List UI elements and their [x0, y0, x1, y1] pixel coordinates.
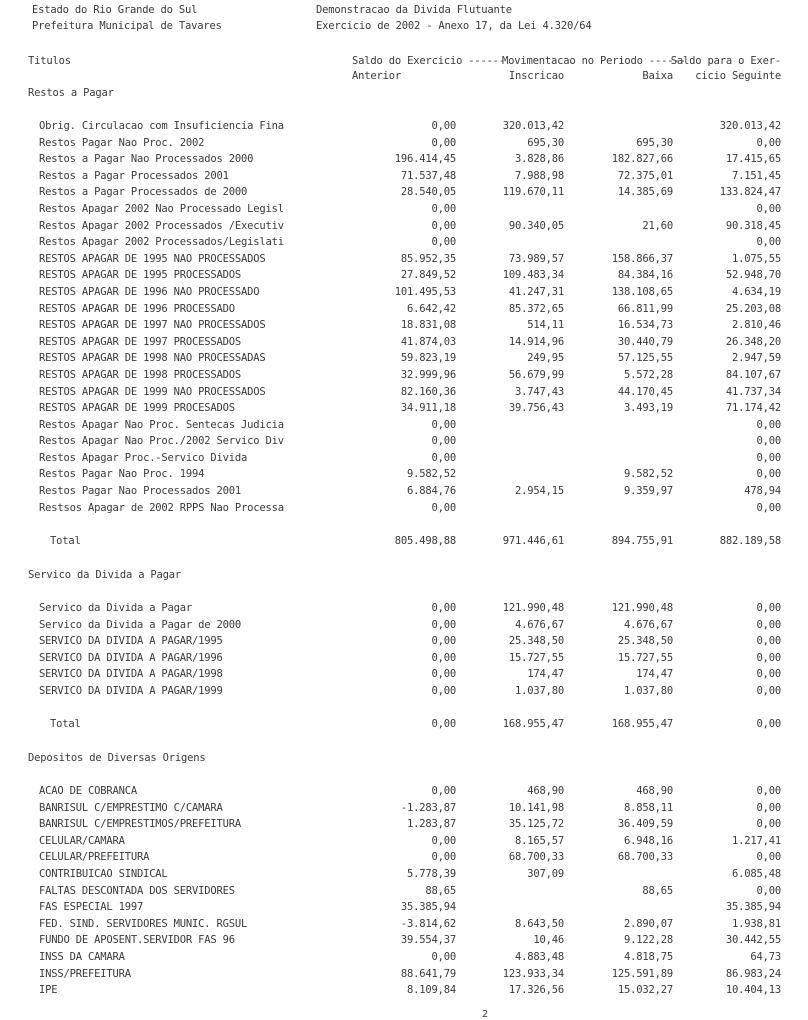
table-row	[0, 218, 808, 235]
table-row	[0, 866, 808, 883]
saldo-anterior-value: 32.999,96	[400, 368, 456, 381]
inscricao-value: 35.125,72	[508, 818, 564, 831]
row-description: IPE	[39, 984, 58, 997]
saldo-anterior-value: 0,00	[431, 785, 456, 797]
inscricao-value: 307,09	[527, 867, 564, 880]
col-titulos: Titulos	[28, 55, 71, 67]
inscricao-value: 4.883,48	[515, 950, 564, 963]
row-description: RESTOS APAGAR DE 1999 NAO PROCESSADOS	[39, 385, 266, 398]
table-row	[0, 184, 808, 201]
baixa-value: 2.890,07	[624, 917, 673, 930]
col-saldo-seguinte-line2: cicio Seguinte	[695, 70, 781, 82]
saldo-seguinte-value: 26.348,20	[725, 335, 781, 348]
table-row	[0, 617, 808, 634]
saldo-anterior-value: 34.911,18	[400, 402, 456, 415]
saldo-seguinte-value: 84.107,67	[725, 368, 781, 381]
saldo-anterior-value: 101.495,53	[394, 285, 456, 298]
table-row	[0, 833, 808, 850]
row-description: RESTOS APAGAR DE 1997 NAO PROCESSADOS	[39, 319, 266, 332]
row-description: Restos Pagar Nao Proc. 2002	[39, 136, 205, 149]
table-row	[0, 483, 808, 500]
saldo-seguinte-value: 0,00	[756, 684, 781, 697]
table-row	[0, 151, 808, 168]
saldo-anterior-value: 88.641,79	[400, 967, 456, 980]
inscricao-value: 25.348,50	[508, 635, 564, 648]
row-description: ACAO DE COBRANCA	[39, 785, 137, 797]
table-row	[0, 284, 808, 301]
saldo-anterior-value: 6.642,42	[407, 302, 456, 315]
saldo-anterior-value: 0,00	[431, 136, 456, 149]
saldo-anterior-value: 0,00	[431, 950, 456, 963]
row-description: RESTOS APAGAR DE 1998 PROCESSADOS	[39, 368, 242, 381]
col-saldo-seguinte-line1: Saldo para o Exer-	[670, 55, 781, 67]
saldo-seguinte-value: 882.189,58	[719, 534, 781, 547]
saldo-seguinte-value: 86.983,24	[725, 967, 781, 980]
saldo-seguinte-value: 30.442,55	[725, 934, 781, 947]
inscricao-value: 121.990,48	[502, 602, 564, 614]
table-row	[0, 849, 808, 866]
row-description: BANRISUL C/EMPRESTIMO C/CAMARA	[39, 801, 223, 814]
saldo-anterior-value: 71.537,48	[400, 169, 456, 182]
table-row	[0, 417, 808, 434]
saldo-seguinte-value: 0,00	[756, 618, 781, 631]
saldo-anterior-value: 8.109,84	[407, 984, 456, 997]
table-row	[0, 816, 808, 833]
row-description: Restos a Pagar Processados de 2000	[39, 186, 248, 199]
saldo-anterior-value: 35.385,94	[400, 901, 456, 914]
saldo-anterior-value: 0,00	[431, 651, 456, 664]
row-description: Restos Pagar Nao Proc. 1994	[39, 468, 205, 481]
col-saldo-anterior-line2: Anterior	[352, 70, 401, 82]
table-row	[0, 650, 808, 667]
inscricao-value: 3.747,43	[515, 385, 564, 398]
inscricao-value: 1.037,80	[515, 684, 564, 697]
row-description: RESTOS APAGAR DE 1995 PROCESSADOS	[39, 269, 242, 282]
saldo-anterior-value: 41.874,03	[400, 335, 456, 348]
total-row	[0, 716, 808, 733]
table-row	[0, 899, 808, 916]
baixa-value: 36.409,59	[617, 818, 673, 831]
saldo-seguinte-value: 0,00	[756, 501, 781, 514]
inscricao-value: 468,90	[527, 785, 564, 797]
saldo-anterior-value: 0,00	[431, 635, 456, 648]
inscricao-value: 320.013,42	[502, 120, 564, 132]
baixa-value: 6.948,16	[624, 834, 673, 847]
row-description: CELULAR/PREFEITURA	[39, 851, 150, 864]
saldo-anterior-value: 0,00	[431, 668, 456, 681]
saldo-anterior-value: 0,00	[431, 202, 456, 215]
table-row	[0, 916, 808, 933]
saldo-anterior-value: -3.814,62	[400, 917, 456, 930]
saldo-seguinte-value: 64,73	[750, 950, 781, 963]
saldo-anterior-value: 9.582,52	[407, 468, 456, 481]
row-description: Restos Apagar Nao Proc. Sentecas Judicia	[39, 418, 284, 431]
saldo-seguinte-value: 133.824,47	[719, 186, 781, 199]
saldo-anterior-value: 0,00	[431, 834, 456, 847]
saldo-seguinte-value: 90.318,45	[725, 219, 781, 232]
saldo-anterior-value: 5.778,39	[407, 867, 456, 880]
inscricao-value: 695,30	[527, 136, 564, 149]
table-row	[0, 251, 808, 268]
inscricao-value: 8.643,50	[515, 917, 564, 930]
inscricao-value: 85.372,65	[508, 302, 564, 315]
row-description: RESTOS APAGAR DE 1995 NAO PROCESSADOS	[39, 252, 266, 265]
baixa-value: 44.170,45	[617, 385, 673, 398]
saldo-seguinte-value: 0,00	[756, 818, 781, 831]
inscricao-value: 56.679,99	[508, 368, 564, 381]
inscricao-value: 68.700,33	[508, 851, 564, 864]
saldo-anterior-value: 0,00	[431, 451, 456, 464]
section-title-servico-divida: Servico da Divida a Pagar	[28, 569, 182, 581]
total-label: Total	[50, 534, 81, 547]
table-row	[0, 350, 808, 367]
baixa-value: 88,65	[642, 884, 673, 897]
servico-divida-rows	[0, 600, 808, 733]
saldo-seguinte-value: 0,00	[756, 236, 781, 249]
col-movimentacao-line1: Movimentacao no Periodo ------	[502, 55, 686, 67]
saldo-anterior-value: 0,00	[431, 435, 456, 448]
baixa-value: 4.676,67	[624, 618, 673, 631]
saldo-anterior-value: 27.849,52	[400, 269, 456, 282]
baixa-value: 57.125,55	[617, 352, 673, 365]
table-row	[0, 633, 808, 650]
col-inscricao: Inscricao	[508, 70, 564, 82]
saldo-seguinte-value: 6.085,48	[732, 867, 781, 880]
restos-a-pagar-rows	[0, 118, 808, 549]
saldo-seguinte-value: 0,00	[756, 801, 781, 814]
saldo-seguinte-value: 35.385,94	[725, 901, 781, 914]
saldo-seguinte-value: 17.415,65	[725, 153, 781, 166]
row-description: CONTRIBUICAO SINDICAL	[39, 867, 168, 880]
row-description: Restos a Pagar Processados 2001	[39, 169, 229, 182]
baixa-value: 3.493,19	[624, 402, 673, 415]
saldo-anterior-value: 0,00	[431, 501, 456, 514]
saldo-seguinte-value: 52.948,70	[725, 269, 781, 282]
baixa-value: 9.582,52	[624, 468, 673, 481]
saldo-anterior-value: 0,00	[431, 236, 456, 249]
saldo-anterior-value: 196.414,45	[394, 153, 456, 166]
saldo-anterior-value: 805.498,88	[394, 534, 456, 547]
inscricao-value: 17.326,56	[508, 984, 564, 997]
table-row	[0, 317, 808, 334]
baixa-value: 16.534,73	[617, 319, 673, 332]
saldo-seguinte-value: 478,94	[744, 485, 781, 498]
depositos-rows	[0, 783, 808, 999]
baixa-value: 695,30	[636, 136, 673, 149]
baixa-value: 468,90	[636, 785, 673, 797]
saldo-seguinte-value: 0,00	[756, 418, 781, 431]
inscricao-value: 90.340,05	[508, 219, 564, 232]
inscricao-value: 10.141,98	[508, 801, 564, 814]
saldo-anterior-value: 82.160,36	[400, 385, 456, 398]
total-row	[0, 533, 808, 550]
baixa-value: 894.755,91	[611, 534, 673, 547]
table-row	[0, 168, 808, 185]
section-title-restos-a-pagar: Restos a Pagar	[28, 87, 114, 99]
saldo-anterior-value: 0,00	[431, 418, 456, 431]
baixa-value: 182.827,66	[611, 153, 673, 166]
row-description: FALTAS DESCONTADA DOS SERVIDORES	[39, 884, 235, 897]
saldo-anterior-value: 28.540,05	[400, 186, 456, 199]
baixa-value: 15.727,55	[617, 651, 673, 664]
saldo-anterior-value: -1.283,87	[400, 801, 456, 814]
row-description: Servico da Divida a Pagar de 2000	[39, 618, 242, 631]
inscricao-value: 73.989,57	[508, 252, 564, 265]
row-description: Restos Pagar Nao Processados 2001	[39, 485, 242, 498]
col-saldo-anterior-line1: Saldo do Exercicio ------	[352, 55, 506, 67]
saldo-seguinte-value: 0,00	[756, 651, 781, 664]
table-row	[0, 234, 808, 251]
row-description: SERVICO DA DIVIDA A PAGAR/1996	[39, 651, 223, 664]
saldo-seguinte-value: 1.075,55	[732, 252, 781, 265]
saldo-seguinte-value: 0,00	[756, 668, 781, 681]
saldo-anterior-value: 0,00	[431, 618, 456, 631]
row-description: FUNDO DE APOSENT.SERVIDOR FAS 96	[39, 934, 235, 947]
inscricao-value: 109.483,34	[502, 269, 564, 282]
table-row	[0, 600, 808, 617]
row-description: RESTOS APAGAR DE 1996 NAO PROCESSADO	[39, 285, 260, 298]
row-description: Servico da Divida a Pagar	[39, 602, 193, 614]
table-row	[0, 367, 808, 384]
baixa-value: 9.122,28	[624, 934, 673, 947]
saldo-seguinte-value: 41.737,34	[725, 385, 781, 398]
table-row	[0, 783, 808, 800]
saldo-seguinte-value: 71.174,42	[725, 402, 781, 415]
saldo-seguinte-value: 2.947,59	[732, 352, 781, 365]
saldo-seguinte-value: 0,00	[756, 884, 781, 897]
saldo-anterior-value: 59.823,19	[400, 352, 456, 365]
baixa-value: 8.858,11	[624, 801, 673, 814]
saldo-anterior-value: 39.554,37	[400, 934, 456, 947]
saldo-anterior-value: 0,00	[431, 219, 456, 232]
section-title-depositos: Depositos de Diversas Origens	[28, 752, 206, 764]
baixa-value: 5.572,28	[624, 368, 673, 381]
baixa-value: 14.385,69	[617, 186, 673, 199]
baixa-value: 138.108,65	[611, 285, 673, 298]
table-row	[0, 384, 808, 401]
table-row	[0, 450, 808, 467]
inscricao-value: 14.914,96	[508, 335, 564, 348]
saldo-anterior-value: 6.884,76	[407, 485, 456, 498]
saldo-seguinte-value: 4.634,19	[732, 285, 781, 298]
row-description: Restos Apagar Nao Proc./2002 Servico Div	[39, 435, 284, 448]
inscricao-value: 123.933,34	[502, 967, 564, 980]
table-row	[0, 800, 808, 817]
saldo-seguinte-value: 0,00	[756, 451, 781, 464]
inscricao-value: 3.828,86	[515, 153, 564, 166]
saldo-anterior-value: 0,00	[431, 718, 456, 731]
saldo-anterior-value: 0,00	[431, 120, 456, 132]
baixa-value: 4.818,75	[624, 950, 673, 963]
row-description: FED. SIND. SERVIDORES MUNIC. RGSUL	[39, 917, 248, 930]
inscricao-value: 39.756,43	[508, 402, 564, 415]
row-description: INSS DA CAMARA	[39, 950, 125, 963]
total-label: Total	[50, 718, 81, 731]
baixa-value: 72.375,01	[617, 169, 673, 182]
table-row	[0, 400, 808, 417]
table-row	[0, 683, 808, 700]
table-row	[0, 982, 808, 999]
col-baixa: Baixa	[642, 70, 673, 82]
saldo-seguinte-value: 0,00	[756, 785, 781, 797]
row-description: RESTOS APAGAR DE 1996 PROCESSADO	[39, 302, 235, 315]
state-name: Estado do Rio Grande do Sul	[32, 4, 198, 16]
inscricao-value: 4.676,67	[515, 618, 564, 631]
saldo-seguinte-value: 1.217,41	[732, 834, 781, 847]
saldo-seguinte-value: 0,00	[756, 468, 781, 481]
saldo-seguinte-value: 10.404,13	[725, 984, 781, 997]
table-row	[0, 135, 808, 152]
saldo-seguinte-value: 0,00	[756, 136, 781, 149]
table-row	[0, 932, 808, 949]
row-description: RESTOS APAGAR DE 1998 NAO PROCESSADAS	[39, 352, 266, 365]
saldo-seguinte-value: 0,00	[756, 602, 781, 614]
row-description: RESTOS APAGAR DE 1997 PROCESSADOS	[39, 335, 242, 348]
row-description: Restsos Apagar de 2002 RPPS Nao Processa	[39, 501, 284, 514]
baixa-value: 125.591,89	[611, 967, 673, 980]
inscricao-value: 971.446,61	[502, 534, 564, 547]
table-row	[0, 500, 808, 517]
table-row	[0, 201, 808, 218]
saldo-seguinte-value: 1.938,81	[732, 917, 781, 930]
baixa-value: 121.990,48	[611, 602, 673, 614]
inscricao-value: 514,11	[527, 319, 564, 332]
inscricao-value: 7.988,98	[515, 169, 564, 182]
row-description: SERVICO DA DIVIDA A PAGAR/1995	[39, 635, 223, 648]
row-description: Restos Apagar 2002 Nao Processado Legisl	[39, 202, 284, 215]
inscricao-value: 119.670,11	[502, 186, 564, 199]
row-description: FAS ESPECIAL 1997	[39, 901, 144, 914]
saldo-seguinte-value: 0,00	[756, 435, 781, 448]
row-description: RESTOS APAGAR DE 1999 PROCESADOS	[39, 402, 235, 415]
baixa-value: 84.384,16	[617, 269, 673, 282]
inscricao-value: 10,46	[533, 934, 564, 947]
saldo-anterior-value: 0,00	[431, 602, 456, 614]
saldo-anterior-value: 85.952,35	[400, 252, 456, 265]
baixa-value: 158.866,37	[611, 252, 673, 265]
city-name: Prefeitura Municipal de Tavares	[32, 20, 222, 32]
baixa-value: 15.032,27	[617, 984, 673, 997]
table-row	[0, 334, 808, 351]
document-title: Demonstracao da Divida Flutuante	[316, 4, 512, 16]
saldo-seguinte-value: 7.151,45	[732, 169, 781, 182]
table-row	[0, 966, 808, 983]
document-subtitle: Exercicio de 2002 - Anexo 17, da Lei 4.320/64	[316, 20, 592, 32]
saldo-seguinte-value: 0,00	[756, 635, 781, 648]
inscricao-value: 174,47	[527, 668, 564, 681]
saldo-seguinte-value: 25.203,08	[725, 302, 781, 315]
page-mark: 2	[482, 1009, 488, 1020]
baixa-value: 9.359,97	[624, 485, 673, 498]
row-description: INSS/PREFEITURA	[39, 967, 131, 980]
inscricao-value: 8.165,57	[515, 834, 564, 847]
saldo-anterior-value: 0,00	[431, 684, 456, 697]
saldo-seguinte-value: 320.013,42	[719, 120, 781, 132]
row-description: Restos Apagar 2002 Processados/Legislati	[39, 236, 284, 249]
baixa-value: 30.440,79	[617, 335, 673, 348]
baixa-value: 21,60	[642, 219, 673, 232]
table-row	[0, 466, 808, 483]
baixa-value: 68.700,33	[617, 851, 673, 864]
row-description: Obrig. Circulacao com Insuficiencia Fina	[39, 120, 284, 132]
row-description: Restos Apagar Proc.-Servico Divida	[39, 451, 248, 464]
row-description: SERVICO DA DIVIDA A PAGAR/1999	[39, 684, 223, 697]
baixa-value: 66.811,99	[617, 302, 673, 315]
row-description: Restos Apagar 2002 Processados /Executiv	[39, 219, 284, 232]
row-description: CELULAR/CAMARA	[39, 834, 125, 847]
row-description: BANRISUL C/EMPRESTIMOS/PREFEITURA	[39, 818, 242, 831]
inscricao-value: 168.955,47	[502, 718, 564, 731]
saldo-anterior-value: 1.283,87	[407, 818, 456, 831]
inscricao-value: 41.247,31	[508, 285, 564, 298]
saldo-seguinte-value: 2.810,46	[732, 319, 781, 332]
table-row	[0, 883, 808, 900]
table-row	[0, 301, 808, 318]
baixa-value: 25.348,50	[617, 635, 673, 648]
baixa-value: 1.037,80	[624, 684, 673, 697]
table-row	[0, 118, 808, 135]
saldo-anterior-value: 0,00	[431, 851, 456, 864]
table-row	[0, 433, 808, 450]
saldo-seguinte-value: 0,00	[756, 202, 781, 215]
saldo-anterior-value: 18.831,08	[400, 319, 456, 332]
inscricao-value: 249,95	[527, 352, 564, 365]
inscricao-value: 2.954,15	[515, 485, 564, 498]
inscricao-value: 15.727,55	[508, 651, 564, 664]
saldo-seguinte-value: 0,00	[756, 718, 781, 731]
baixa-value: 168.955,47	[611, 718, 673, 731]
saldo-seguinte-value: 0,00	[756, 851, 781, 864]
baixa-value: 174,47	[636, 668, 673, 681]
saldo-anterior-value: 88,65	[425, 884, 456, 897]
row-description: Restos a Pagar Nao Processados 2000	[39, 153, 254, 166]
row-description: SERVICO DA DIVIDA A PAGAR/1998	[39, 668, 223, 681]
table-row	[0, 267, 808, 284]
table-row	[0, 949, 808, 966]
table-row	[0, 666, 808, 683]
